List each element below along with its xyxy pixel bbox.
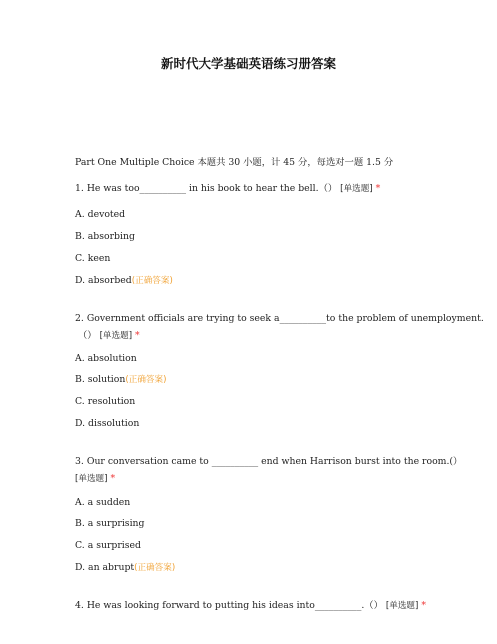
question-4-stem: [75, 600, 426, 612]
required-star-1: *: [375, 183, 381, 194]
question-3-stem-cont: [75, 473, 115, 485]
q2-option-c[interactable]: C. resolution: [75, 396, 136, 407]
question-1-text: 1. He was too__________ in his book to hear the bell.（）: [75, 183, 338, 194]
required-star-4: *: [421, 600, 426, 611]
document-title: 新时代大学基础英语练习册答案: [160, 56, 336, 71]
question-1-type: [单选题]: [340, 184, 373, 194]
question-2-stem: 2. Government officials are trying to seek a__________to the problem of unemployment.: [75, 313, 484, 324]
q1-option-c[interactable]: C. keen: [75, 253, 111, 264]
question-4-text: 4. He was looking forward to putting his ideas into__________.（）: [75, 600, 383, 611]
question-3-stem: 3. Our conversation came to __________ end when Harrison burst into the room.(）: [75, 456, 463, 467]
q2-option-d[interactable]: D. dissolution: [75, 418, 140, 429]
q3-option-c[interactable]: C. a surprised: [75, 540, 141, 551]
q3-option-a[interactable]: A. a sudden: [75, 497, 131, 508]
q2-option-b[interactable]: [75, 374, 166, 386]
question-2-type: [单选题]: [99, 331, 133, 341]
question-1-stem: [75, 183, 380, 195]
question-3-type: [单选题]: [75, 474, 108, 484]
correct-answer-badge: (正确答案): [125, 375, 167, 385]
required-star-3: *: [110, 473, 116, 484]
q2-option-b-text: B. solution: [75, 374, 126, 385]
question-4-type: [单选题]: [385, 601, 419, 611]
q1-option-d-text: D. absorbed: [75, 275, 132, 286]
correct-answer-badge: (正确答案): [131, 276, 173, 286]
q1-option-a[interactable]: A. devoted: [75, 209, 126, 220]
question-2-stem-cont: [78, 330, 140, 342]
q3-option-b[interactable]: B. a surprising: [75, 518, 145, 529]
required-star-2: *: [135, 330, 140, 341]
q3-option-d-text: D. an abrupt: [75, 562, 135, 573]
question-2-paren: （）: [78, 330, 97, 341]
q1-option-b[interactable]: B. absorbing: [75, 231, 135, 242]
section-heading: Part One Multiple Choice 本题共 30 小题，计 45 分，每选对一题 1.5 分: [75, 157, 394, 168]
q1-option-d[interactable]: [75, 275, 173, 287]
q2-option-a[interactable]: A. absolution: [75, 353, 137, 364]
q3-option-d[interactable]: [75, 562, 175, 574]
correct-answer-badge: (正确答案): [134, 563, 176, 573]
